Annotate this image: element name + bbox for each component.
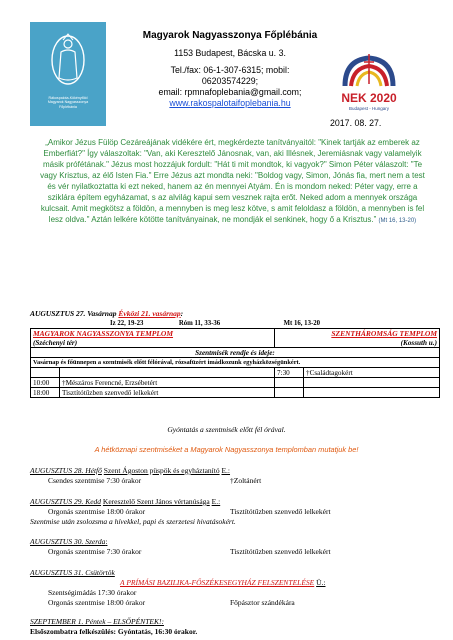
time-cell: 18:00	[31, 388, 60, 398]
church-left-name: MAGYAROK NAGYASSZONYA TEMPLOM	[33, 329, 174, 338]
day-mass: Elsőszombatra felkészülés: Gyóntatás, 16:30 órakor.	[30, 627, 198, 636]
day-heading	[30, 568, 115, 577]
confession-note: Gyóntatás a szentmisék előtt fél órával.	[167, 425, 286, 434]
table-row	[31, 378, 440, 388]
sunday-date: AUGUSZTUS 27. Vasárnap	[30, 309, 117, 318]
day-date: AUGUSZTUS 31. Csütörtök	[30, 568, 115, 577]
day-intention: †Zoltánért	[230, 476, 262, 485]
logo-text-3: Főplébánia	[59, 104, 77, 109]
church-right-cell	[275, 329, 440, 339]
church-left-sub: (Széchenyi tér)	[31, 338, 275, 348]
church-right-name: SZENTHÁROMSÁG TEMPLOM	[331, 329, 437, 338]
day-title-line	[120, 578, 326, 587]
time-cell: 7:30	[275, 368, 304, 378]
day-date: AUGUSZTUS 29. Kedd	[30, 497, 102, 506]
day-end: Ü.:	[316, 578, 326, 587]
day-heading	[30, 617, 164, 626]
gospel-quote	[40, 137, 425, 227]
phone: Tel./fax: 06-1-307-6315; mobil:	[170, 65, 290, 75]
day-mass: Csendes szentmise 7:30 órakor	[48, 476, 142, 485]
reading-1: Iz 22, 19-23	[110, 320, 144, 327]
nek-title: NEK 2020	[341, 91, 397, 105]
logo-text-2: Magyarok Nagyasszonya	[47, 100, 89, 105]
day-title: A PRÍMÁSI BAZILIKA-FŐSZÉKESEGYHÁZ FELSZENTELÉSE	[120, 578, 315, 587]
day-heading	[30, 537, 107, 546]
quote-reference: (Mt 16, 13-20)	[378, 218, 417, 224]
day-intention: Tisztítótűzben szenvedő lelkekért	[230, 507, 331, 516]
mobile: 06203574229;	[201, 76, 259, 86]
church-right-sub: (Kossuth u.)	[275, 338, 440, 348]
time-cell	[275, 378, 304, 388]
church-left-cell	[31, 329, 275, 339]
day-heading	[30, 466, 230, 475]
intention-cell	[60, 368, 275, 378]
day-end: E.:	[221, 466, 231, 475]
sunday-occasion: Évközi 21. vasárnap	[118, 309, 181, 318]
readings	[110, 319, 320, 328]
day-intention: Főpásztor szándékára	[230, 598, 295, 607]
intention-cell	[304, 388, 440, 398]
nek-2020-logo	[335, 50, 403, 116]
intention-cell: †Mészáros Ferencné, Erzsébetért	[60, 378, 275, 388]
address: 1153 Budapest, Bácska u. 3.	[174, 48, 286, 58]
time-cell: 10:00	[31, 378, 60, 388]
quote-text: „Amikor Jézus Fülöp Cezáreájának vidékére ért, megkérdezte tanítványaitól: "Kinek tartják az emberek az Emberfiát?" Így válaszoltak: "Van, aki Keresztelő Jánosnak, van, aki Illésnek, Jeremiásnak vagy valamelyik másik prófétának." Jézus most hozzájuk fordult: "Hát ti mit mondtok, ki vagyok?" Simon Péter válaszolt: "Te vagy Krisztus, az élő Isten Fia." Erre Jézus azt mondta neki: "Boldog vagy, Simon, Jónás fia, mert nem a test és vér nyilatkoztatta ki ezt neked, hanem az én mennyei Atyám. Én is mondom neked: Péter vagy, erre a sziklára építem egyházamat, s az alvilág kapui sem vesznek rajta erőt. Neked adom a mennyek országa kulcsait. Amit megkötsz a földön, a mennyben is meg lesz kötve, s amit feloldasz a földön, a mennyben is fel lesz oldva." Aztán lelkére kötötte tanítványainak, ne mondják el senkinek, hogy ő a Krisztus.”	[40, 138, 425, 224]
time-cell	[275, 388, 304, 398]
day-mass: Orgonás szentmise 18:00 órakor	[48, 507, 146, 516]
order-title: Szentmisék rendje és ideje:	[31, 348, 440, 358]
parish-logo	[30, 22, 106, 126]
reading-2: Róm 11, 33-36	[178, 320, 221, 327]
website-link[interactable]: www.rakospalotaifoplebania.hu	[169, 98, 291, 108]
day-date: AUGUSZTUS 30. Szerda	[30, 537, 106, 546]
intention-cell	[304, 378, 440, 388]
email: email: rpmnafoplebania@gmail.com;	[158, 87, 302, 97]
sunday-schedule-table	[30, 328, 440, 398]
weekday-notice: A hétköznapi szentmiséket a Magyarok Nagyasszonya templomban mutatjuk be!	[94, 445, 359, 454]
table-row	[31, 388, 440, 398]
sunday-heading	[30, 309, 183, 318]
org-name: Magyarok Nagyasszonya Főplébánia	[142, 30, 318, 41]
day-date: AUGUSZTUS 28. Hétfő	[30, 466, 102, 475]
intention-cell: Tisztítótűzben szenvedő lelkekért	[60, 388, 275, 398]
day-heading	[30, 497, 220, 506]
day-end: E.:	[211, 497, 221, 506]
day-date: SZEPTEMBER 1. Péntek – ELSŐPÉNTEK!:	[30, 617, 164, 626]
day-intention: Tisztítótűzben szenvedő lelkekért	[230, 547, 331, 556]
day-note: Szentmise után zsolozsma a hívekkel, papi és szerzetesi hivatásokért.	[30, 517, 236, 526]
day-mass-2: Orgonás szentmise 18:00 órakor	[48, 598, 146, 607]
reading-3: Mt 16, 13-20	[283, 320, 321, 327]
nek-subtitle: Budapest - Hungary	[348, 106, 390, 111]
time-cell	[31, 368, 60, 378]
day-mass: Orgonás szentmise 7:30 órakor	[48, 547, 142, 556]
logo-text-1: Rákospalota-Kökényföld	[48, 96, 88, 100]
sunday-note: Vasárnap és főünnepen a szentmisék előtt félórával, rózsafüzért imádkozunk egyházközségünkért.	[31, 358, 440, 368]
day-title: Szent Ágoston püspök és egyháztanító	[103, 466, 220, 475]
intention-cell: †Családtagokért	[304, 368, 440, 378]
day-end: :	[105, 537, 108, 546]
day-title: Keresztelő Szent János vértanúsága	[102, 497, 210, 506]
bulletin-date: 2017. 08. 27.	[330, 118, 382, 128]
day-mass: Szentségimádás 17:30 órakor	[48, 588, 137, 597]
table-row	[31, 368, 440, 378]
sunday-colon: :	[180, 309, 184, 318]
madonna-icon	[47, 30, 89, 86]
header-block	[130, 30, 330, 109]
